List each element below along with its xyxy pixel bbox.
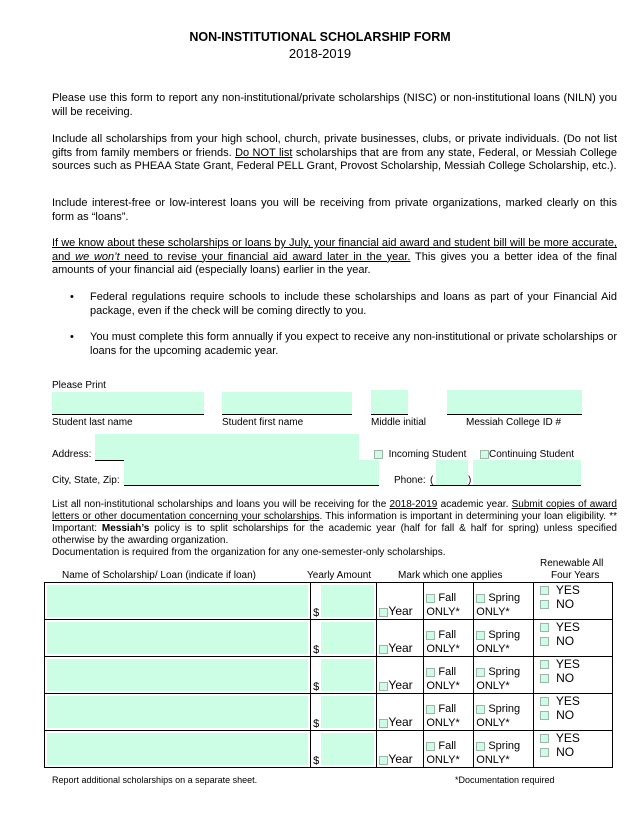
phone-paren-open: ( [430, 475, 434, 486]
dollar-sign: $ [313, 755, 320, 767]
spring-option[interactable]: Spring ONLY* [474, 583, 534, 620]
form-title: NON-INSTITUTIONAL SCHOLARSHIP FORM [189, 30, 451, 44]
fall-option[interactable]: Fall ONLY* [424, 620, 474, 657]
spring-option[interactable]: Spring ONLY* [474, 731, 534, 768]
yes-checkbox[interactable] [540, 623, 549, 632]
col-renew-header-2: Four Years [551, 570, 600, 581]
address-field[interactable] [95, 434, 359, 460]
p2-text-b: scholarships that are from any state, Federal, or Messiah College sources such as PHEAA State Grant, Federal PELL Grant, Provost Scholarship, Messiah College Scholarship, etc.). [52, 146, 617, 172]
first-name-label: Student first name [222, 417, 304, 428]
p2-underline: Do NOT list [235, 146, 293, 159]
first-name-field[interactable] [222, 392, 352, 414]
p2-text-a: Include all scholarships from your high school, church, private businesses, clubs, or private individuals. (Do not list gifts from family members or friends. [52, 133, 617, 159]
please-print-label: Please Print [52, 380, 106, 391]
renewable-option[interactable]: YES NO [534, 731, 613, 768]
spring-option[interactable]: Spring ONLY* [474, 657, 534, 694]
p4-emphasis: we won’t [75, 250, 120, 263]
scholarship-name-cell[interactable] [45, 694, 311, 731]
form-year: 2018-2019 [288, 46, 352, 61]
bullet-federal: • Federal regulations require schools to include these scholarships and loans as part of your Financial Aid package, even if the check will be coming directly to you. [70, 291, 617, 317]
year-option[interactable]: Year [377, 657, 424, 694]
amount-cell[interactable] [311, 694, 377, 731]
spring-checkbox[interactable] [476, 705, 485, 714]
renewable-option[interactable]: YES NO [534, 583, 613, 620]
renewable-option[interactable]: YES NO [534, 620, 613, 657]
fall-option[interactable]: Fall ONLY* [424, 694, 474, 731]
amount-cell[interactable] [311, 620, 377, 657]
col-renew-header-1: Renewable All [540, 558, 604, 569]
scholarship-name-cell[interactable] [45, 657, 311, 694]
middle-initial-field[interactable] [371, 390, 408, 414]
college-id-label: Messiah College ID # [466, 417, 562, 428]
col-amount-header: Yearly Amount [307, 570, 372, 581]
submit-copies-note: Submit copies of award letters or other documentation concerning your scholarships [52, 499, 617, 522]
scholarship-table [44, 582, 613, 768]
amount-cell[interactable] [311, 657, 377, 694]
spring-checkbox[interactable] [476, 631, 485, 640]
continuing-checkbox[interactable] [480, 450, 489, 459]
p4-text-b: This gives you a better idea of the final amounts of your financial aid (especially loans) earlier in the year. [52, 250, 617, 276]
scholarship-name-cell[interactable] [45, 583, 311, 620]
no-checkbox[interactable] [540, 748, 549, 757]
col-name-header: Name of Scholarship/ Loan (indicate if loan) [62, 570, 256, 581]
fall-option[interactable]: Fall ONLY* [424, 583, 474, 620]
dollar-sign: $ [313, 644, 320, 656]
last-name-label: Student last name [52, 417, 133, 428]
spring-checkbox[interactable] [476, 742, 485, 751]
dollar-sign: $ [313, 718, 320, 730]
year-option[interactable]: Year [377, 694, 424, 731]
footer-right-note: *Documentation required [455, 775, 555, 785]
incoming-student-option[interactable]: Incoming Student [374, 449, 466, 460]
dollar-sign: $ [313, 681, 320, 693]
bullet-annual: • You must complete this form annually if you expect to receive any non-institutional or private scholarships or loans for the upcoming academic year. [70, 331, 617, 357]
fall-checkbox[interactable] [426, 631, 435, 640]
city-state-zip-label: City, State, Zip: [52, 475, 120, 486]
year-option[interactable]: Year [377, 731, 424, 768]
spring-checkbox[interactable] [476, 594, 485, 603]
spring-option[interactable]: Spring ONLY* [474, 694, 534, 731]
no-checkbox[interactable] [540, 674, 549, 683]
fall-option[interactable]: Fall ONLY* [424, 657, 474, 694]
phone-number-field[interactable] [473, 460, 581, 485]
yes-checkbox[interactable] [540, 586, 549, 595]
year-option[interactable]: Year [377, 583, 424, 620]
year-option[interactable]: Year [377, 620, 424, 657]
fall-option[interactable]: Fall ONLY* [424, 731, 474, 768]
instructions-paragraph: List all non-institutional scholarships and loans you will be receiving for the 2018-2019 academic year. Submit copies of award letters or other documentation concerning your scholarships. This information is important in determining your loan eligibility. ** Important: Messiah’s policy is to split scholarships for the academic year (half for fall & half for spring) unless specified otherwise by the awarding organization. [52, 499, 617, 546]
phone-area-code-field[interactable] [436, 460, 468, 485]
fall-checkbox[interactable] [426, 594, 435, 603]
phone-paren-close: ) [468, 475, 472, 486]
last-name-field[interactable] [52, 392, 204, 414]
scholarship-name-cell[interactable] [45, 731, 311, 768]
p4-underline-a: If we know about these scholarships or loans by July, your financial aid award and student bill will be more accurate, and [52, 237, 617, 263]
incoming-checkbox[interactable] [374, 450, 383, 459]
p4-underline-b: need to revise your financial aid award later in the year. [119, 250, 411, 263]
no-checkbox[interactable] [540, 711, 549, 720]
college-id-field[interactable] [447, 390, 582, 414]
scholarship-name-cell[interactable] [45, 620, 311, 657]
intro-paragraph-1: Please use this form to report any non-institutional/private scholarships (NISC) or non-institutional loans (NILN) you will be receiving. [52, 92, 617, 118]
spring-checkbox[interactable] [476, 668, 485, 677]
renewable-option[interactable]: YES NO [534, 694, 613, 731]
amount-cell[interactable] [311, 731, 377, 768]
fall-checkbox[interactable] [426, 668, 435, 677]
intro-paragraph-3: Include interest-free or low-interest loans you will be receiving from private organizations, marked clearly on this form as “loans”. [52, 197, 617, 223]
table-row [45, 694, 613, 731]
table-row [45, 731, 613, 768]
phone-label: Phone: [394, 475, 426, 486]
yes-checkbox[interactable] [540, 660, 549, 669]
continuing-student-option[interactable]: Continuing Student [480, 449, 574, 460]
documentation-note: Documentation is required from the organization for any one-semester-only scholarships. [52, 547, 446, 558]
dollar-sign: $ [313, 607, 320, 619]
table-row [45, 583, 613, 620]
yes-checkbox[interactable] [540, 697, 549, 706]
fall-checkbox[interactable] [426, 742, 435, 751]
city-state-zip-field[interactable] [124, 460, 379, 485]
no-checkbox[interactable] [540, 600, 549, 609]
spring-option[interactable]: Spring ONLY* [474, 620, 534, 657]
yes-checkbox[interactable] [540, 734, 549, 743]
fall-checkbox[interactable] [426, 705, 435, 714]
middle-initial-label: Middle initial [371, 417, 427, 428]
academic-year: 2018-2019 [389, 499, 438, 510]
intro-paragraph-4 [52, 237, 617, 278]
col-mark-header: Mark which one applies [398, 570, 503, 581]
amount-cell[interactable] [311, 583, 377, 620]
intro-paragraph-2 [52, 133, 617, 174]
renewable-option[interactable]: YES NO [534, 657, 613, 694]
table-row [45, 657, 613, 694]
no-checkbox[interactable] [540, 637, 549, 646]
address-label: Address: [52, 449, 92, 460]
footer-left-note: Report additional scholarships on a separate sheet. [52, 775, 258, 785]
table-row [45, 620, 613, 657]
